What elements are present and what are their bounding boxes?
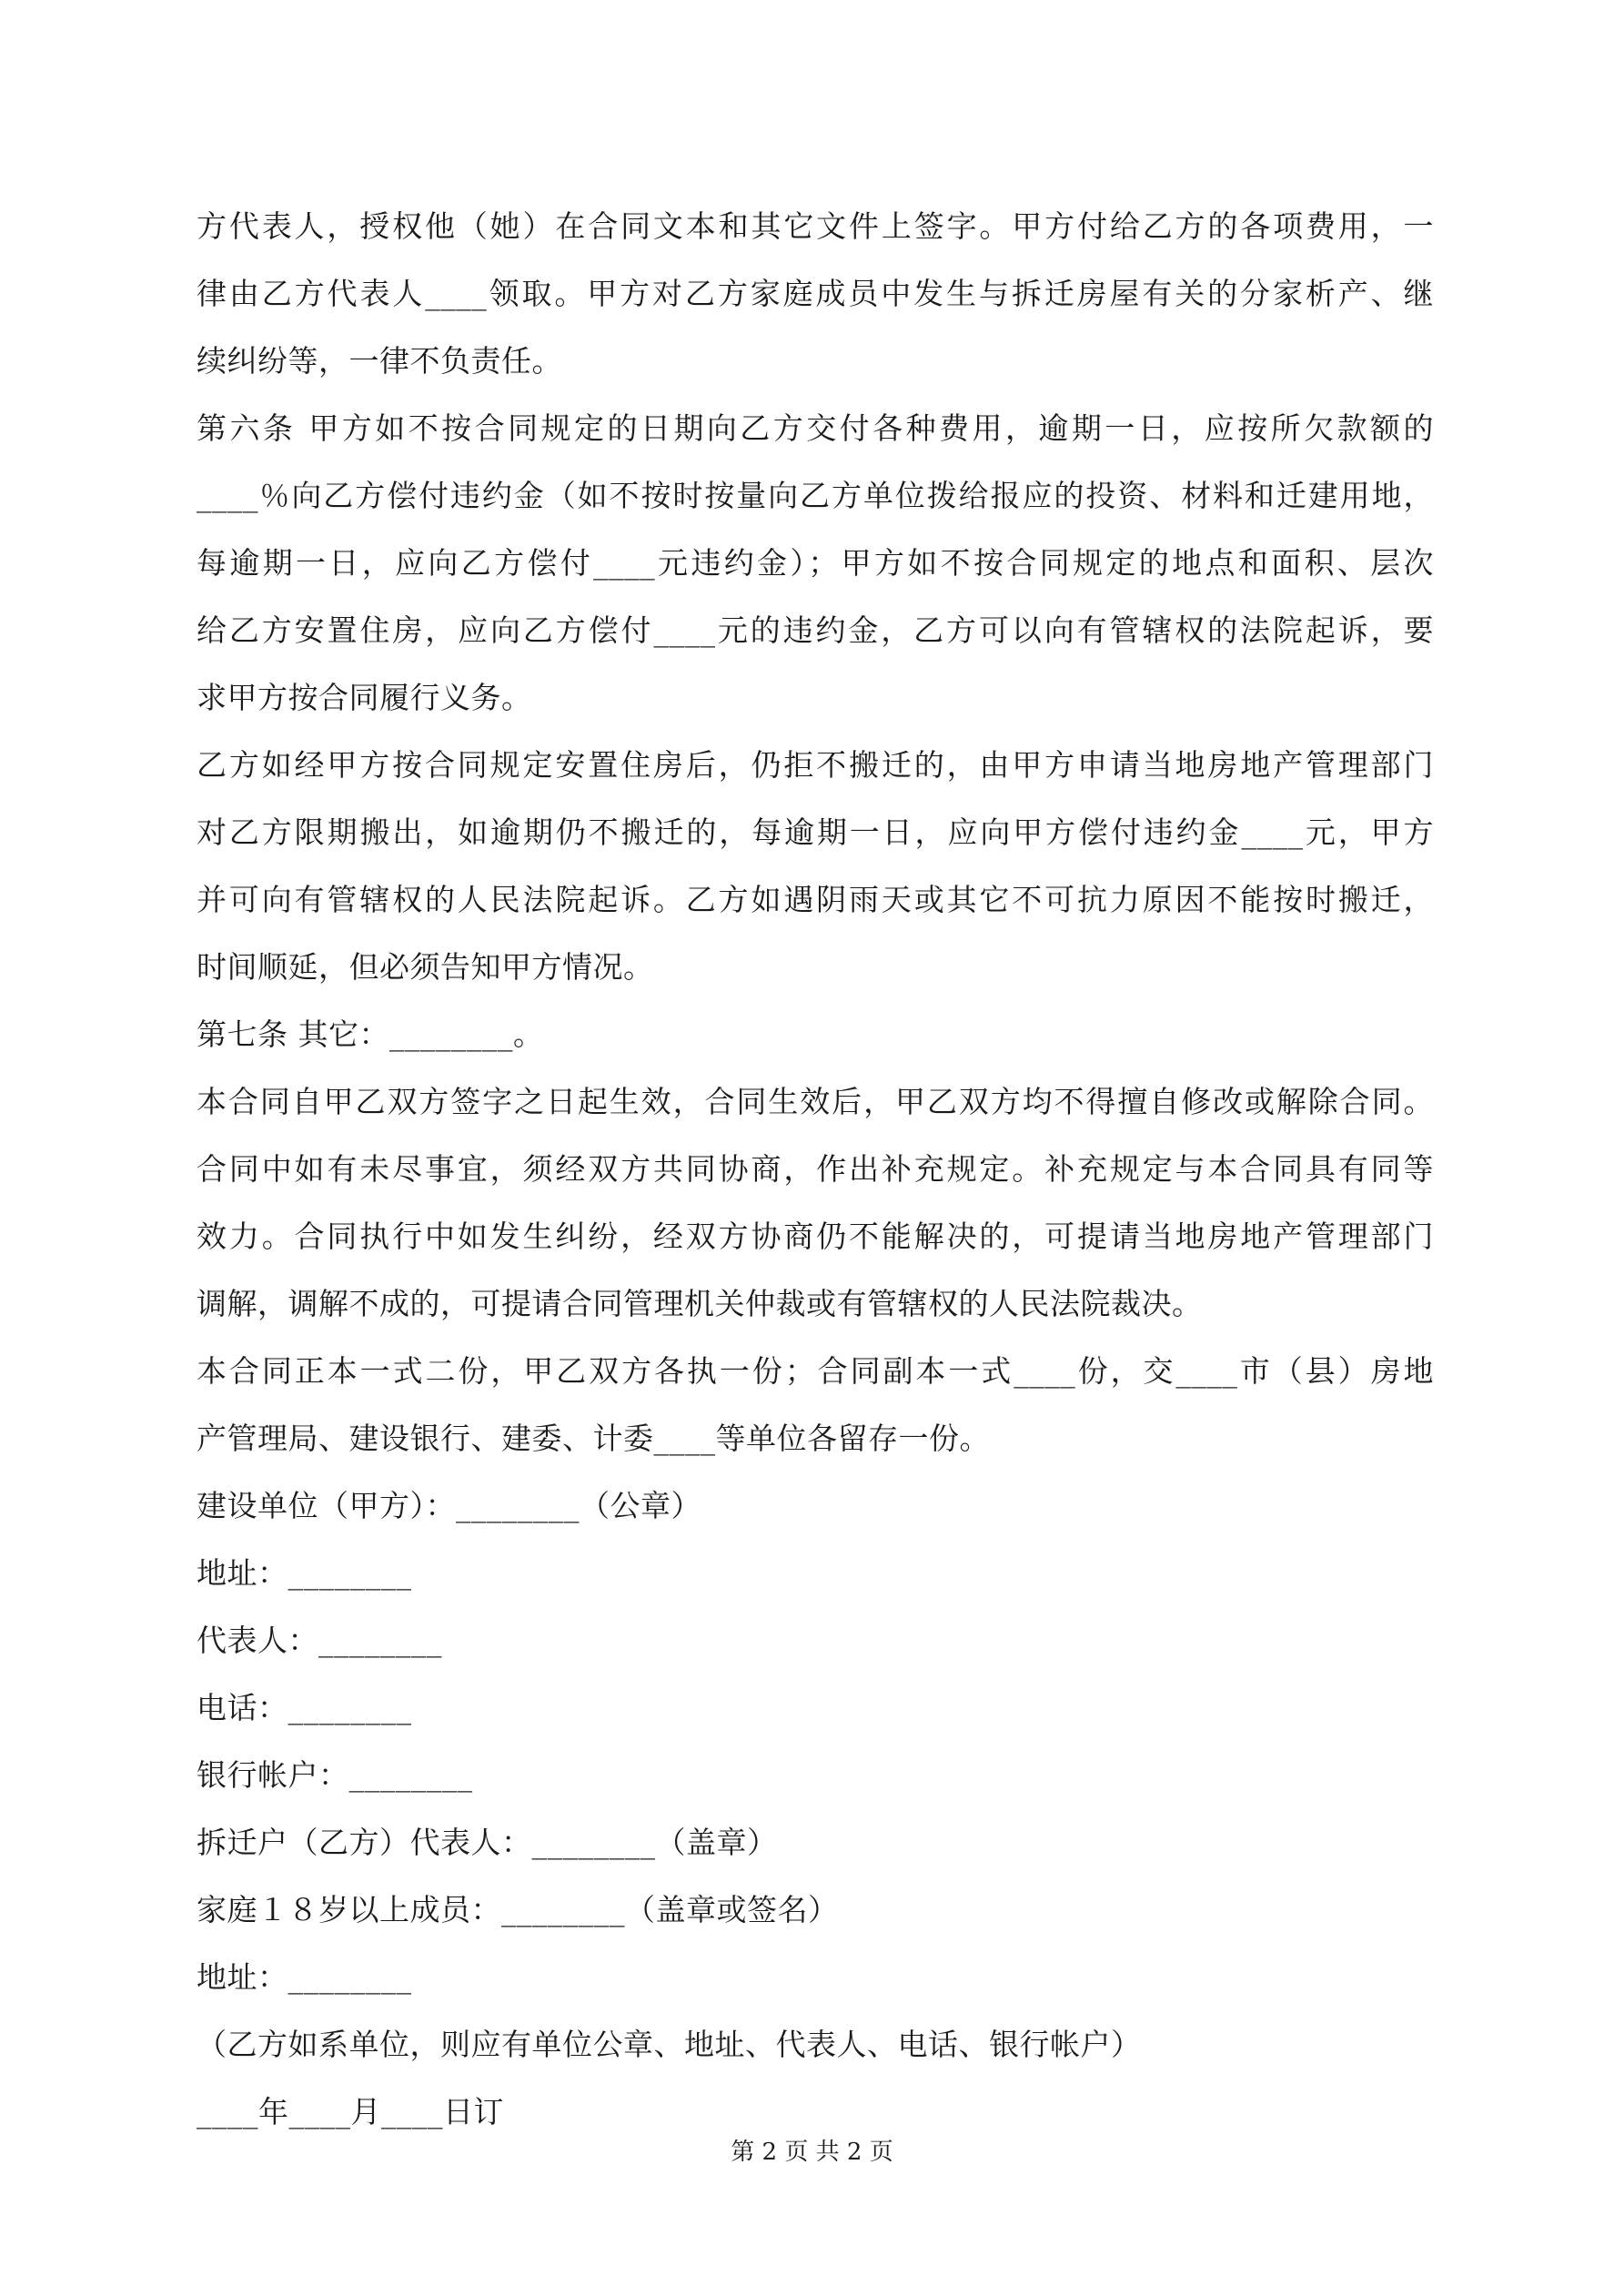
signature-field: 拆迁户（乙方）代表人：________（盖章） xyxy=(197,1825,778,1860)
text-line: 本合同正本一式二份，甲乙双方各执一份；合同副本一式____份，交____市（县）房地 xyxy=(197,1353,1434,1389)
signature-field: 家庭１８岁以上成员：________（盖章或签名） xyxy=(197,1892,839,1927)
text-line: 本合同自甲乙双方签字之日起生效，合同生效后，甲乙双方均不得擅自修改或解除合同。 xyxy=(197,1084,1434,1119)
signature-field: 代表人：________ xyxy=(197,1623,442,1658)
text-line: 乙方如经甲方按合同规定安置住房后，仍拒不搬迁的，由甲方申请当地房地产管理部门 xyxy=(197,747,1434,783)
text-line: 对乙方限期搬出，如逾期仍不搬迁的，每逾期一日，应向甲方偿付违约金____元，甲方 xyxy=(197,814,1434,850)
text-line: 每逾期一日，应向乙方偿付____元违约金）；甲方如不按合同规定的地点和面积、层次 xyxy=(197,545,1434,581)
text-line: 律由乙方代表人____领取。甲方对乙方家庭成员中发生与拆迁房屋有关的分家析产、继 xyxy=(197,276,1434,311)
signature-field: 地址：________ xyxy=(197,1959,412,1995)
date-line: ____年____月____日订 xyxy=(197,2094,504,2129)
text-line: 调解，调解不成的，可提请合同管理机关仲裁或有管辖权的人民法院裁决。 xyxy=(197,1286,1203,1321)
note-line: （乙方如系单位，则应有单位公章、地址、代表人、电话、银行帐户） xyxy=(197,2027,1142,2062)
page-number-footer: 第 2 页 共 2 页 xyxy=(731,2139,893,2166)
text-line: 给乙方安置住房，应向乙方偿付____元的违约金，乙方可以向有管辖权的法院起诉，要 xyxy=(197,612,1434,648)
text-line: 求甲方按合同履行义务。 xyxy=(197,680,532,715)
text-line: 合同中如有未尽事宜，须经双方共同协商，作出补充规定。补充规定与本合同具有同等 xyxy=(197,1151,1434,1187)
text-line: 第七条 其它：________。 xyxy=(197,1017,544,1052)
text-line: 并可向有管辖权的人民法院起诉。乙方如遇阴雨天或其它不可抗力原因不能按时搬迁， xyxy=(197,882,1434,917)
signature-field: 电话：________ xyxy=(197,1690,412,1725)
signature-field: 建设单位（甲方）：________（公章） xyxy=(197,1488,701,1523)
text-line: 续纠纷等，一律不负责任。 xyxy=(197,343,562,379)
signature-field: 地址：________ xyxy=(197,1555,412,1591)
text-line: 效力。合同执行中如发生纠纷，经双方协商仍不能解决的，可提请当地房地产管理部门 xyxy=(197,1219,1434,1254)
text-line: 时间顺延，但必须告知甲方情况。 xyxy=(197,949,654,985)
signature-field: 银行帐户：________ xyxy=(197,1757,473,1793)
text-line: 方代表人，授权他（她）在合同文本和其它文件上签字。甲方付给乙方的各项费用，一 xyxy=(197,208,1434,244)
text-line: ____％向乙方偿付违约金（如不按时按量向乙方单位拨给报应的投资、材料和迁建用地， xyxy=(197,478,1434,513)
text-line: 产管理局、建设银行、建委、计委____等单位各留存一份。 xyxy=(197,1421,990,1456)
text-line: 第六条 甲方如不按合同规定的日期向乙方交付各种费用，逾期一日，应按所欠款额的 xyxy=(197,410,1434,446)
contract-body xyxy=(197,193,1434,2146)
